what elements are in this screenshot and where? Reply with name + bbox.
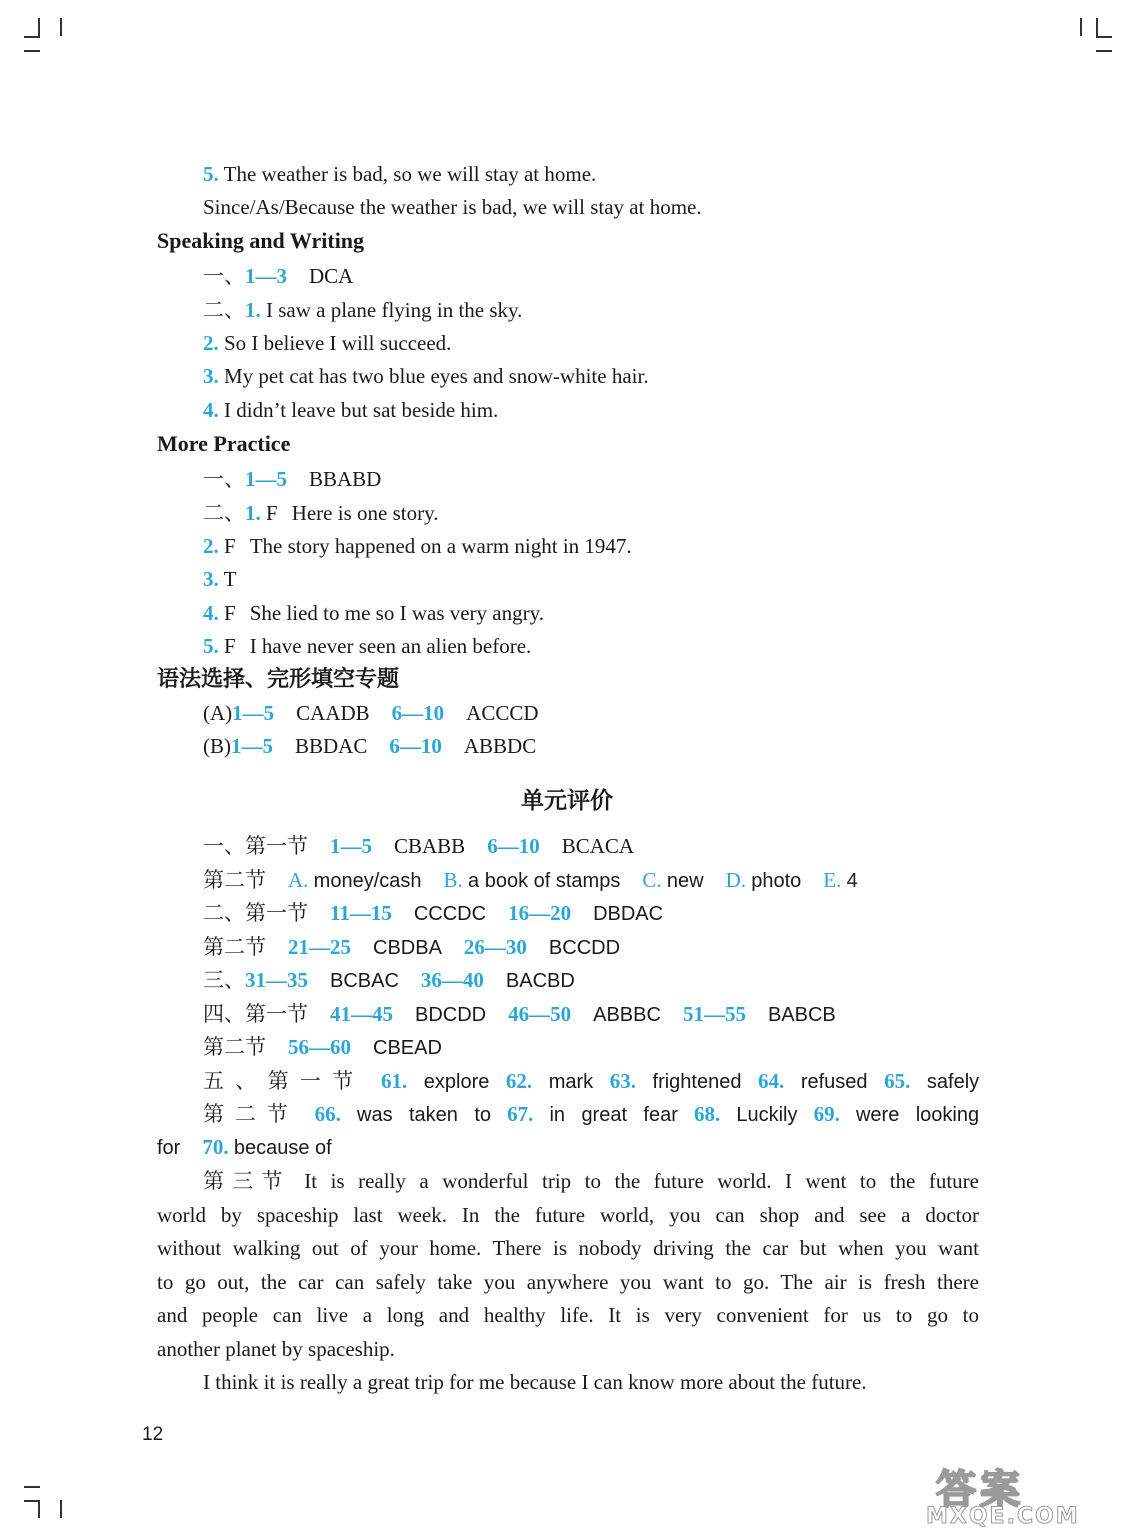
- watermark-top-text: 答案: [936, 1467, 1024, 1513]
- essay-line: to go out, the car can safely take you anywhere you want to go. The air is fresh there: [157, 1270, 979, 1294]
- section-heading: 语法选择、完形填空专题: [157, 666, 400, 692]
- answer-text: BCACA: [561, 834, 635, 858]
- answer-line: [203, 193, 702, 221]
- prefix: 第二节: [203, 1035, 266, 1059]
- answer-text: I have never seen an alien before.: [249, 634, 532, 658]
- answer-text: So I believe I will succeed.: [224, 331, 452, 355]
- answer-line: [203, 632, 531, 660]
- answer-text: frightened: [652, 1071, 742, 1093]
- answer-text: Luckily: [736, 1104, 798, 1126]
- answer-text: ABBDC: [463, 734, 537, 758]
- prefix: 二、: [203, 501, 245, 525]
- true-false-mark: T: [223, 567, 237, 591]
- prefix: 二、: [203, 298, 245, 322]
- answer-text: Since/As/Because the weather is bad, we will stay at home.: [203, 195, 702, 219]
- essay-text: It is really a wonderful trip to the future world. I went to the future: [304, 1169, 979, 1193]
- answer-line: [203, 396, 498, 424]
- prefix: 五、第一节: [203, 1069, 365, 1093]
- section-heading: More Practice: [157, 431, 291, 456]
- answer-line: [203, 1100, 979, 1129]
- page-title: 单元评价: [521, 787, 613, 814]
- item-number: 3.: [203, 364, 219, 388]
- page-number: 12: [142, 1424, 164, 1445]
- item-number: 1—5: [232, 701, 275, 725]
- item-number: 4.: [203, 601, 219, 625]
- item-number: 3.: [203, 567, 219, 591]
- crop-mark: [24, 50, 40, 52]
- watermark-bottom-text: MXQE.COM: [926, 1504, 1080, 1529]
- answer-line: [203, 933, 620, 962]
- essay-line: another planet by spaceship.: [157, 1337, 395, 1361]
- prefix: 一、: [203, 467, 245, 491]
- item-number: A.: [288, 868, 309, 892]
- item-number: 26—30: [463, 935, 527, 959]
- answer-text: The weather is bad, so we will stay at home.: [223, 162, 597, 186]
- item-number: B.: [443, 868, 463, 892]
- answer-text: safely: [926, 1071, 980, 1093]
- prefix: 一、第一节: [203, 834, 308, 858]
- answer-text: BABCB: [767, 1004, 836, 1026]
- label: (A): [203, 701, 233, 725]
- item-number: 65.: [884, 1069, 911, 1093]
- item-number: 6—10: [389, 734, 442, 758]
- answer-text: mark: [548, 1071, 594, 1093]
- answer-line: [203, 899, 663, 928]
- true-false-mark: F: [224, 634, 236, 658]
- answer-line: [203, 966, 575, 995]
- item-number: 1—5: [231, 734, 273, 758]
- answer-text: CBDBA: [373, 937, 442, 959]
- crop-mark: [1096, 18, 1098, 36]
- item-number: 51—55: [682, 1002, 746, 1026]
- answer-text: refused: [800, 1071, 868, 1093]
- item-number: 69.: [813, 1102, 840, 1126]
- answer-text: for: [157, 1137, 181, 1159]
- answer-line: [203, 1033, 442, 1062]
- answer-line: [203, 362, 649, 390]
- answer-text: a book of stamps: [468, 870, 621, 892]
- prefix: 第二节: [203, 935, 266, 959]
- answer-line: [203, 565, 236, 593]
- item-number: E.: [823, 868, 842, 892]
- prefix: 二、第一节: [203, 901, 308, 925]
- answer-text: DBDAC: [593, 903, 664, 925]
- item-number: 64.: [758, 1069, 785, 1093]
- answer-text: BDCDD: [415, 1004, 487, 1026]
- answer-text: CCCDC: [413, 903, 487, 925]
- item-number: 2.: [203, 331, 219, 355]
- prefix: 四、第一节: [203, 1002, 308, 1026]
- item-number: 6—10: [391, 701, 445, 725]
- item-number: 6—10: [487, 834, 540, 858]
- crop-mark: [1096, 36, 1112, 38]
- item-number: 66.: [314, 1102, 341, 1126]
- prefix: 三、: [203, 968, 245, 992]
- item-number: 41—45: [330, 1002, 393, 1026]
- crop-mark: [38, 1500, 40, 1518]
- answer-text: BCBAC: [330, 970, 399, 992]
- true-false-mark: F: [224, 534, 236, 558]
- crop-mark: [1096, 50, 1112, 52]
- answer-line: [203, 1067, 979, 1096]
- prefix: 一、: [203, 264, 245, 288]
- answer-text: were looking: [855, 1104, 980, 1126]
- label: (B): [203, 734, 231, 758]
- answer-line: [203, 296, 522, 324]
- item-number: 62.: [505, 1069, 533, 1093]
- answer-text: She lied to me so I was very angry.: [249, 601, 545, 625]
- item-number: 11—15: [330, 901, 392, 925]
- answer-text: photo: [751, 870, 802, 892]
- true-false-mark: F: [224, 601, 236, 625]
- crop-mark: [38, 18, 40, 36]
- item-number: 63.: [609, 1069, 636, 1093]
- answer-text: BBDAC: [295, 734, 368, 758]
- prefix: 第二节: [203, 868, 266, 892]
- answer-text: was taken to: [357, 1104, 491, 1126]
- prefix: 第三节: [203, 1169, 291, 1193]
- true-false-mark: F: [266, 501, 278, 525]
- item-number: 5.: [203, 634, 219, 658]
- item-number: 21—25: [288, 935, 351, 959]
- answer-line: [203, 699, 539, 727]
- answer-text: BBABD: [309, 467, 382, 491]
- item-number: 67.: [507, 1102, 534, 1126]
- answer-text: I didn’t leave but sat beside him.: [224, 398, 499, 422]
- item-number: 70.: [202, 1135, 229, 1159]
- crop-mark: [24, 36, 40, 38]
- item-number: 16—20: [508, 901, 572, 925]
- item-number: C.: [642, 868, 662, 892]
- answer-line: [203, 866, 858, 895]
- answer-text: CAADB: [296, 701, 370, 725]
- answer-text: new: [666, 870, 704, 892]
- item-number: 36—40: [420, 968, 484, 992]
- answer-line: [203, 329, 451, 357]
- item-number: 1.: [245, 501, 261, 525]
- answer-text: in great fear: [549, 1104, 678, 1126]
- crop-mark: [60, 1500, 62, 1518]
- essay-line: without walking out of your home. There is nobody driving the car but when you want: [157, 1236, 979, 1260]
- answer-text: The story happened on a warm night in 1947.: [249, 534, 632, 558]
- item-number: 1.: [245, 298, 261, 322]
- answer-line: [203, 732, 536, 760]
- answer-line: [203, 1000, 836, 1029]
- answer-line: [203, 532, 632, 560]
- item-number: 1—3: [245, 264, 287, 288]
- essay-line: [203, 1167, 979, 1195]
- answer-text: I saw a plane flying in the sky.: [266, 298, 523, 322]
- item-number: 1—5: [330, 834, 372, 858]
- answer-line: [203, 499, 438, 527]
- answer-text: 4: [846, 870, 858, 892]
- answer-text: BCCDD: [548, 937, 621, 959]
- crop-mark: [60, 18, 62, 36]
- answer-line: [203, 465, 381, 493]
- answer-line: [157, 1133, 332, 1162]
- essay-line: I think it is really a great trip for me because I can know more about the future.: [203, 1370, 867, 1394]
- answer-text: CBEAD: [373, 1037, 442, 1059]
- item-number: D.: [725, 868, 746, 892]
- answer-text: My pet cat has two blue eyes and snow-white hair.: [224, 364, 649, 388]
- section-heading: Speaking and Writing: [157, 228, 365, 253]
- answer-text: explore: [423, 1071, 490, 1093]
- answer-text: because of: [233, 1137, 332, 1159]
- answer-text: money/cash: [313, 870, 422, 892]
- answer-line: [203, 599, 544, 627]
- item-number: 68.: [694, 1102, 721, 1126]
- item-number: 4.: [203, 398, 219, 422]
- item-number: 61.: [380, 1069, 408, 1093]
- answer-text: CBABB: [394, 834, 466, 858]
- item-number: 56—60: [288, 1035, 351, 1059]
- item-number: 2.: [203, 534, 219, 558]
- answer-text: DCA: [309, 264, 354, 288]
- answer-text: ABBBC: [593, 1004, 661, 1026]
- answer-line: [203, 160, 596, 188]
- crop-mark: [24, 1486, 40, 1488]
- answer-line: [203, 262, 353, 290]
- answer-line: [203, 832, 634, 860]
- item-number: 1—5: [245, 467, 287, 491]
- item-number: 5.: [203, 162, 219, 186]
- watermark-logo: [926, 1458, 1106, 1530]
- essay-line: world by spaceship last week. In the future world, you can shop and see a doctor: [157, 1203, 979, 1227]
- prefix: 第二节: [203, 1102, 299, 1126]
- answer-text: Here is one story.: [291, 501, 439, 525]
- item-number: 31—35: [245, 968, 308, 992]
- answer-text: BACBD: [505, 970, 575, 992]
- item-number: 46—50: [508, 1002, 572, 1026]
- answer-text: ACCCD: [466, 701, 539, 725]
- essay-line: and people can live a long and healthy life. It is very convenient for us to go to: [157, 1303, 979, 1327]
- crop-mark: [1080, 18, 1082, 36]
